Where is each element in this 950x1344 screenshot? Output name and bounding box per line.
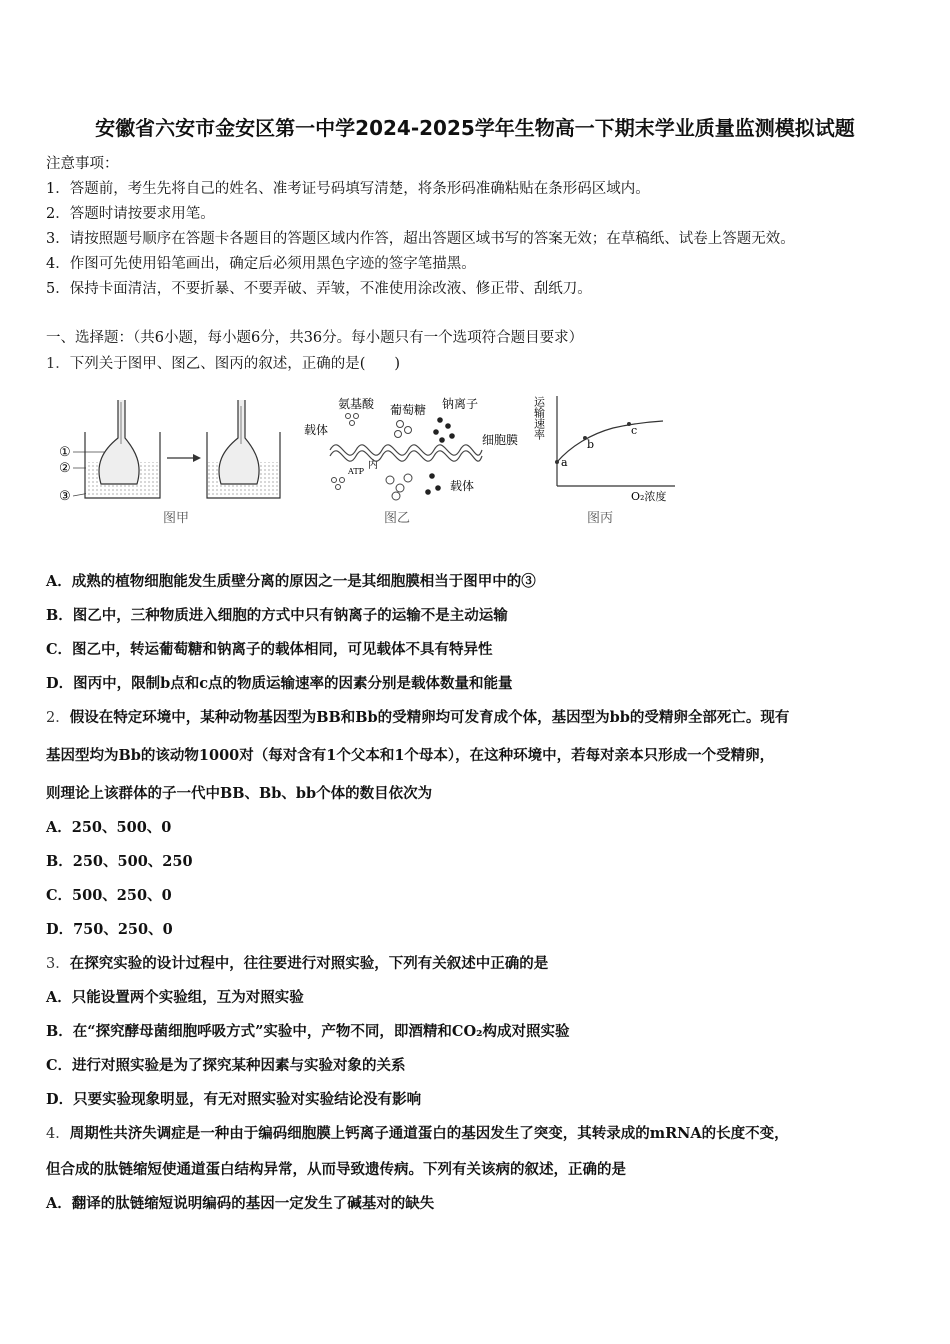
question-text: 下列关于图甲、图乙、图丙的叙述，正确的是( ) (69, 356, 401, 372)
label-amino: 氨基酸 (338, 397, 375, 411)
point-b: b (587, 438, 595, 451)
figure-jia (55, 392, 285, 532)
label-inside: 内 (368, 460, 378, 471)
q2-option-c: C．500、250、0 (46, 887, 172, 904)
q3-option-b: B．在“探究酵母菌细胞呼吸方式”实验中，产物不同，即酒精和CO₂构成对照实验 (46, 1023, 570, 1040)
question-2-stem-line3: 则理论上该群体的子一代中BB、Bb、bb个体的数目依次为 (46, 785, 433, 802)
question-number: 2． (46, 710, 70, 726)
q3-option-d: D．只要实验现象明显，有无对照实验对实验结论没有影响 (46, 1091, 422, 1108)
question-3-stem (46, 952, 548, 973)
question-number: 4． (46, 1126, 70, 1142)
notice-heading: 注意事项： (46, 156, 119, 172)
figure-yi (300, 392, 530, 532)
notice-item: 4．作图可先使用铅笔画出，确定后必须用黑色字迹的签字笔描黑。 (46, 256, 476, 272)
q2-option-d: D．750、250、0 (46, 921, 173, 938)
question-2-stem-line2: 基因型均为Bb的该动物1000对（每对含有1个父本和1个母本），在这种环境中，若每对亲本只形成一个受精卵， (46, 747, 775, 764)
question-text: 在探究实验的设计过程中，往往要进行对照实验，下列有关叙述中正确的是 (69, 955, 549, 972)
label-membrane: 细胞膜 (482, 433, 519, 447)
figure-caption: 图乙 (384, 511, 411, 526)
point-a: a (561, 456, 568, 469)
q4-option-a: A．翻译的肽链缩短说明编码的基因一定发生了碱基对的缺失 (46, 1195, 435, 1212)
notice-item: 3．请按照题号顺序在答题卡各题目的答题区域内作答，超出答题区域书写的答案无效；在草稿纸、试卷上答题无效。 (46, 231, 795, 247)
figure-caption: 图甲 (163, 511, 190, 526)
label-2: ② (59, 461, 71, 476)
question-2-stem (46, 706, 789, 727)
notice-item: 1．答题前，考生先将自己的姓名、准考证号码填写清楚，将条形码准确粘贴在条形码区域内。 (46, 181, 650, 197)
q3-option-a: A．只能设置两个实验组，互为对照实验 (46, 989, 304, 1006)
q1-option-d: D．图丙中，限制b点和c点的物质运输速率的因素分别是载体数量和能量 (46, 675, 513, 692)
question-4-stem-line2: 但合成的肽链缩短使通道蛋白结构异常，从而导致遗传病。下列有关该病的叙述，正确的是 (46, 1161, 626, 1178)
label-glucose: 葡萄糖 (390, 403, 427, 417)
label-carrier-2: 载体 (450, 479, 475, 493)
notice-item: 5．保持卡面清洁，不要折暴、不要弄破、弄皱，不准使用涂改液、修正带、刮纸刀。 (46, 281, 592, 297)
q2-option-b: B．250、500、250 (46, 853, 193, 870)
question-text: 假设在特定环境中，某种动物基因型为BB和Bb的受精卵均可发育成个体，基因型为bb的受精卵全部死亡。现有 (69, 709, 790, 726)
axis-y-label: 运输速率 (532, 396, 546, 440)
figure-caption: 图丙 (587, 511, 614, 526)
notice-item: 2．答题时请按要求用笔。 (46, 206, 215, 222)
figure-bing (532, 384, 685, 532)
question-number: 1． (46, 356, 70, 372)
label-sodium: 钠离子 (442, 397, 479, 411)
question-text: 周期性共济失调症是一种由于编码细胞膜上钙离子通道蛋白的基因发生了突变，其转录成的mRNA的长度不变， (69, 1125, 789, 1142)
q1-option-c: C．图乙中，转运葡萄糖和钠离子的载体相同，可见载体不具有特异性 (46, 641, 493, 658)
q1-option-b: B．图乙中，三种物质进入细胞的方式中只有钠离子的运输不是主动运输 (46, 607, 508, 624)
question-number: 3． (46, 956, 70, 972)
point-c: c (631, 424, 638, 437)
label-atp: ATP (348, 467, 365, 476)
section-heading: 一、选择题：（共6小题，每小题6分，共36分。每小题只有一个选项符合题目要求） (46, 330, 584, 346)
q3-option-c: C．进行对照实验是为了探究某种因素与实验对象的关系 (46, 1057, 406, 1074)
axis-x-label: O₂浓度 (631, 490, 667, 503)
q1-option-a: A．成熟的植物细胞能发生质壁分离的原因之一是其细胞膜相当于图甲中的③ (46, 573, 536, 590)
question-4-stem (46, 1122, 789, 1143)
q2-option-a: A．250、500、0 (46, 819, 172, 836)
label-3: ③ (59, 489, 71, 504)
label-carrier-1: 载体 (304, 423, 329, 437)
label-1: ① (59, 445, 71, 460)
question-1-stem (46, 352, 400, 373)
page-title: 安徽省六安市金安区第一中学2024-2025学年生物高一下期末学业质量监测模拟试题 (95, 116, 855, 140)
